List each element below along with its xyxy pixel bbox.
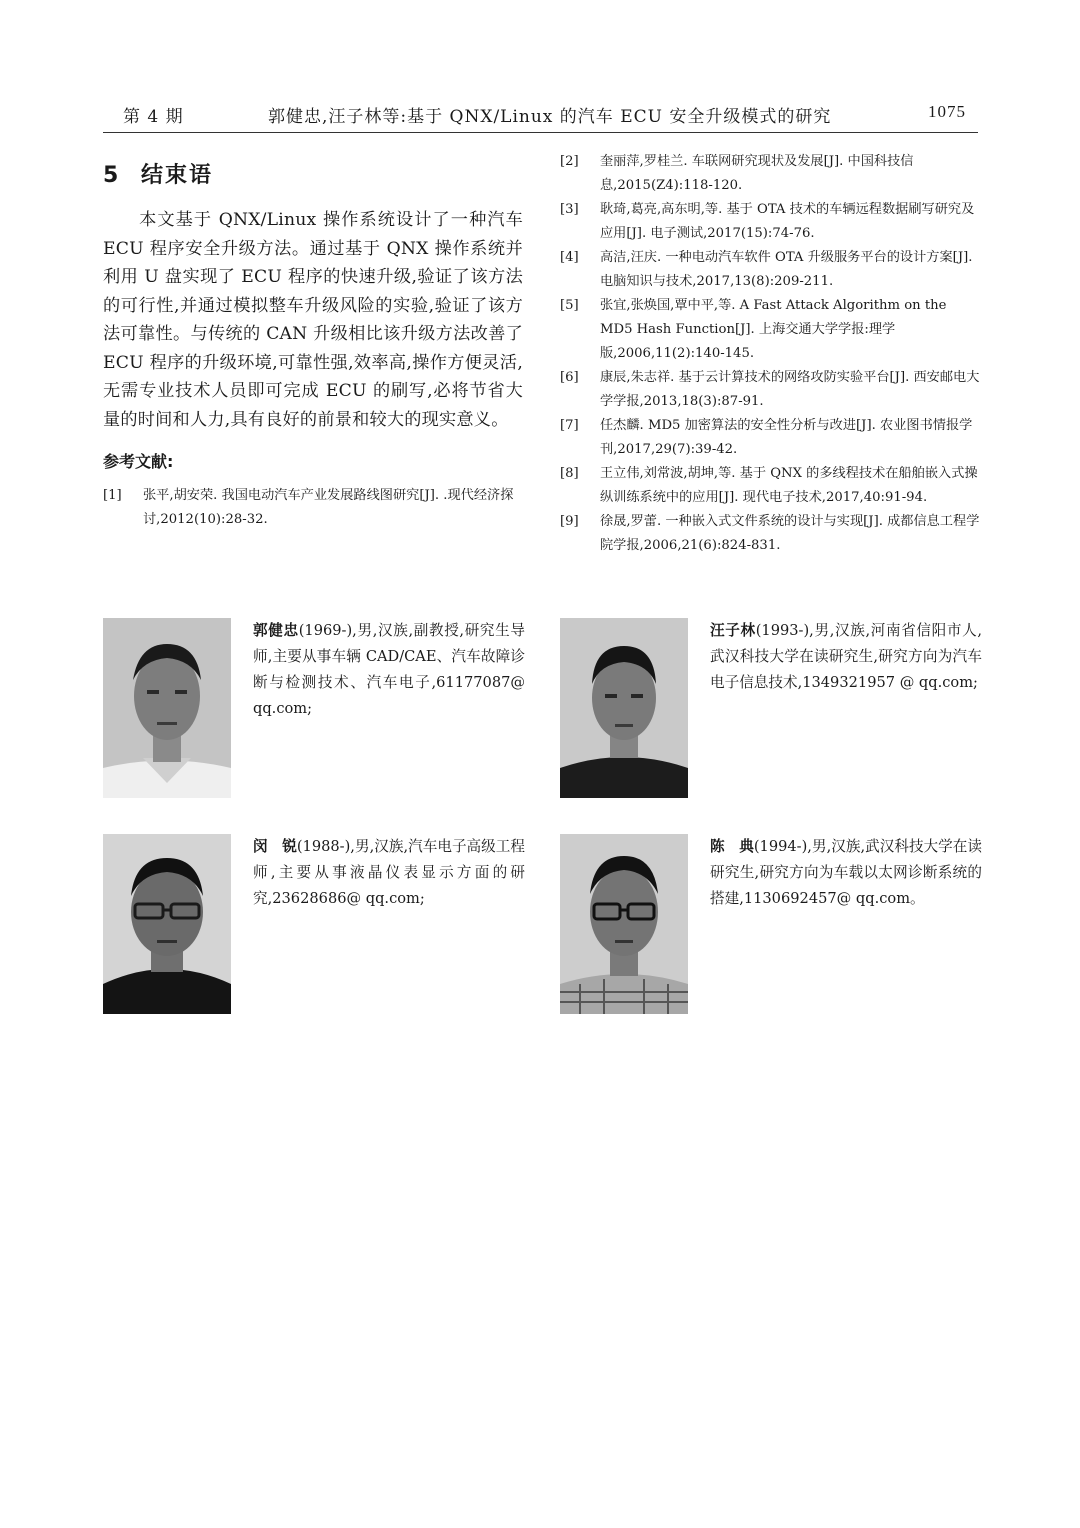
author-name: 郭健忠 bbox=[253, 622, 299, 639]
author-bio bbox=[560, 834, 980, 1016]
running-header bbox=[103, 98, 978, 133]
reference-item bbox=[560, 462, 980, 510]
author-photo bbox=[103, 834, 231, 1014]
reference-number: [5] bbox=[560, 298, 579, 313]
author-photo bbox=[560, 618, 688, 798]
reference-item bbox=[560, 294, 980, 366]
reference-number: [2] bbox=[560, 154, 579, 169]
running-title: 郭健忠,汪子林等:基于 QNX/Linux 的汽车 ECU 安全升级模式的研究 bbox=[268, 107, 832, 127]
author-bio bbox=[560, 618, 980, 800]
author-description: (1994-),男,汉族,武汉科技大学在读研究生,研究方向为车载以太网诊断系统的搭建,1130692457@ qq.com。 bbox=[710, 838, 982, 907]
author-photo bbox=[560, 834, 688, 1014]
reference-text: 任杰麟. MD5 加密算法的安全性分析与改进[J]. 农业图书情报学刊,2017,29(7):39-42. bbox=[600, 418, 973, 457]
author-bio-text bbox=[710, 834, 982, 912]
right-column bbox=[560, 150, 980, 558]
reference-item bbox=[560, 510, 980, 558]
reference-item bbox=[560, 414, 980, 462]
author-bio-text bbox=[710, 618, 982, 696]
author-bio-text bbox=[253, 618, 525, 722]
reference-number: [9] bbox=[560, 514, 579, 529]
left-column bbox=[103, 158, 523, 532]
author-name: 闵 锐 bbox=[253, 838, 297, 855]
reference-text: 王立伟,刘常波,胡坤,等. 基于 QNX 的多线程技术在船舶嵌入式操纵训练系统中的应用[J]. 现代电子技术,2017,40:91-94. bbox=[600, 466, 978, 505]
reference-text: 高洁,汪庆. 一种电动汽车软件 OTA 升级服务平台的设计方案[J]. 电脑知识与技术,2017,13(8):209-211. bbox=[600, 250, 973, 289]
author-name: 汪子林 bbox=[710, 622, 756, 639]
reference-item bbox=[560, 198, 980, 246]
reference-number: [7] bbox=[560, 418, 579, 433]
reference-text: 张平,胡安荣. 我国电动汽车产业发展路线图研究[J]. .现代经济探讨,2012(10):28-32. bbox=[143, 488, 514, 527]
author-bio bbox=[103, 834, 523, 1016]
issue-number: 第 4 期 bbox=[123, 107, 184, 127]
section-title: 结束语 bbox=[141, 163, 214, 188]
reference-text: 徐晟,罗蕾. 一种嵌入式文件系统的设计与实现[J]. 成都信息工程学院学报,2006,21(6):824-831. bbox=[600, 514, 980, 553]
reference-text: 奎丽萍,罗桂兰. 车联网研究现状及发展[J]. 中国科技信息,2015(Z4):118-120. bbox=[600, 154, 914, 193]
reference-number: [8] bbox=[560, 466, 579, 481]
author-description: (1969-),男,汉族,副教授,研究生导师,主要从事车辆 CAD/CAE、汽车故障诊断与检测技术、汽车电子,61177087@ qq.com; bbox=[253, 622, 525, 717]
author-bio-text bbox=[253, 834, 525, 912]
reference-list-left bbox=[103, 484, 523, 532]
reference-text: 张宜,张焕国,覃中平,等. A Fast Attack Algorithm on the MD5 Hash Function[J]. 上海交通大学学报:理学版,2006,11(2):140-145. bbox=[600, 298, 947, 361]
reference-text: 耿琦,葛亮,高东明,等. 基于 OTA 技术的车辆远程数据刷写研究及应用[J]. 电子测试,2017(15):74-76. bbox=[600, 202, 975, 241]
reference-item bbox=[560, 150, 980, 198]
reference-item bbox=[560, 366, 980, 414]
references-heading: 参考文献: bbox=[103, 452, 174, 471]
conclusion-paragraph: 本文基于 QNX/Linux 操作系统设计了一种汽车 ECU 程序安全升级方法。通过基于 QNX 操作系统并利用 U 盘实现了 ECU 程序的快速升级,验证了该方法的可行性,并通过模拟整车升级风险的实验,验证了该方法可靠性。与传统的 CAN 升级相比该升级方法改善了 ECU 程序的升级环境,可靠性强,效率高,操作方便灵活,无需专业技术人员即可完成 ECU 的刷写,必将节省大量的时间和人力,具有良好的前景和较大的现实意义。 bbox=[103, 210, 523, 430]
section-heading bbox=[103, 158, 523, 194]
author-description: (1988-),男,汉族,汽车电子高级工程师,主要从事液晶仪表显示方面的研究,23628686@ qq.com; bbox=[253, 838, 525, 907]
author-name: 陈 典 bbox=[710, 838, 754, 855]
reference-number: [4] bbox=[560, 250, 579, 265]
reference-text: 康辰,朱志祥. 基于云计算技术的网络攻防实验平台[J]. 西安邮电大学学报,2013,18(3):87-91. bbox=[600, 370, 980, 409]
reference-number: [1] bbox=[103, 488, 122, 503]
author-photo bbox=[103, 618, 231, 798]
reference-number: [6] bbox=[560, 370, 579, 385]
page-number: 1075 bbox=[928, 102, 966, 121]
reference-item bbox=[103, 484, 523, 532]
author-description: (1993-),男,汉族,河南省信阳市人,武汉科技大学在读研究生,研究方向为汽车电子信息技术,1349321957 @ qq.com; bbox=[710, 622, 982, 691]
reference-number: [3] bbox=[560, 202, 579, 217]
section-number: 5 bbox=[103, 163, 121, 188]
reference-item bbox=[560, 246, 980, 294]
author-bio bbox=[103, 618, 523, 800]
